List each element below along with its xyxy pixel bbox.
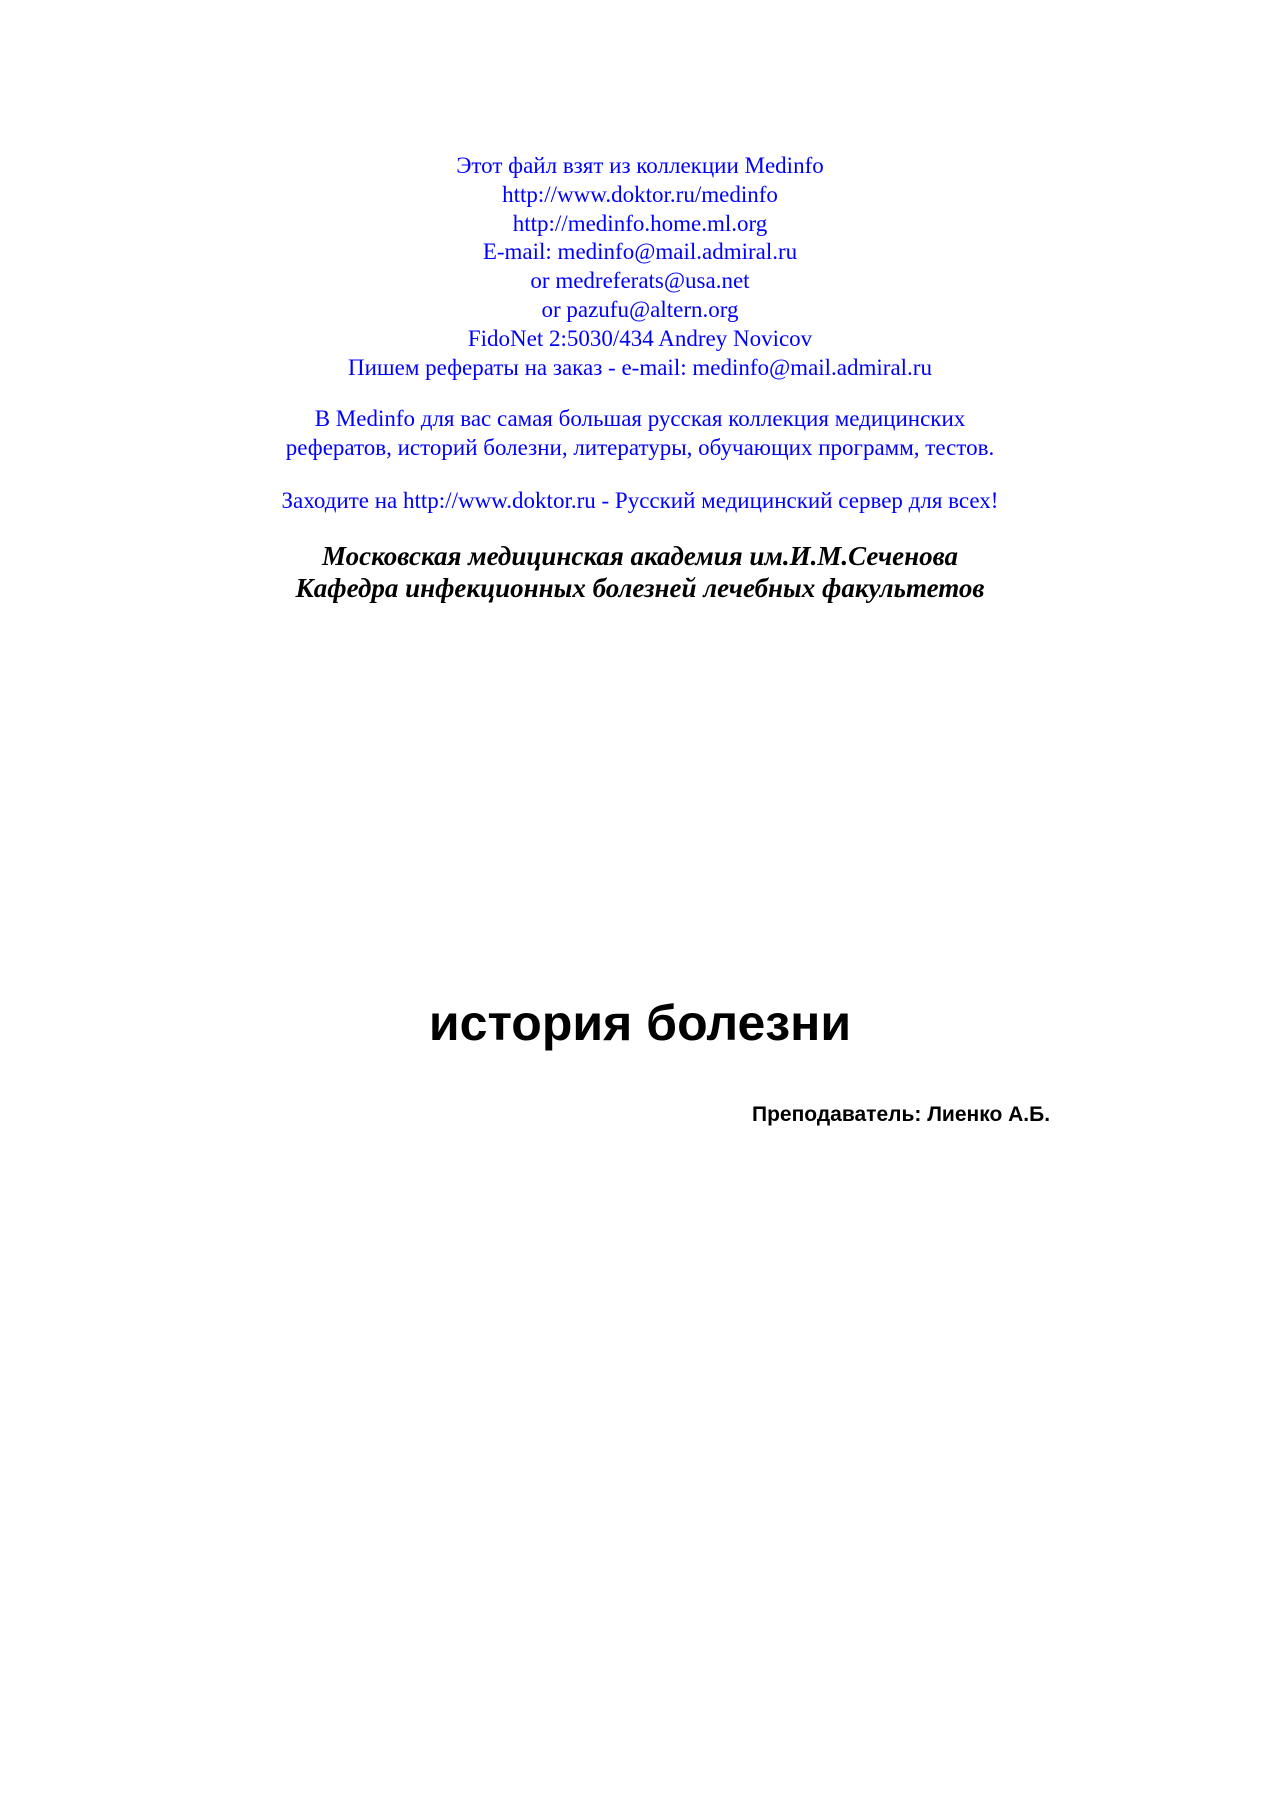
visit-line: Заходите на http://www.doktor.ru - Русский медицинский сервер для всех! [281, 487, 999, 513]
teacher-name: Преподаватель: Лиенко А.Б. [752, 1103, 1051, 1126]
header-line-fidonet: FidoNet 2:5030/434 Andrey Novicov [467, 325, 813, 351]
header-line-email-alt-1: or medreferats@usa.net [530, 268, 750, 294]
header-line-email: E-mail: medinfo@mail.admiral.ru [482, 239, 798, 265]
academy-name: Московская медицинская академия им.И.М.Сеченова [321, 541, 959, 571]
header-line-url-doktor: http://www.doktor.ru/medinfo [502, 181, 778, 207]
document-title: история болезни [428, 995, 852, 1051]
header-line-order: Пишем рефераты на заказ - e-mail: medinfo@mail.admiral.ru [348, 354, 932, 380]
department-name: Кафедра инфекционных болезней лечебных факультетов [295, 573, 985, 603]
medinfo-header [0, 152, 1280, 516]
header-line-url-home: http://medinfo.home.ml.org [512, 210, 768, 236]
promo-line-2: рефератов, историй болезни, литературы, обучающих программ, тестов. [285, 435, 995, 461]
header-line-collection: Этот файл взят из коллекции Medinfo [456, 153, 824, 178]
header-line-email-alt-2: or pazufu@altern.org [541, 296, 739, 322]
promo-line-1: В Medinfo для вас самая большая русская коллекция медицинских [314, 406, 966, 432]
institution-block [0, 540, 1280, 604]
